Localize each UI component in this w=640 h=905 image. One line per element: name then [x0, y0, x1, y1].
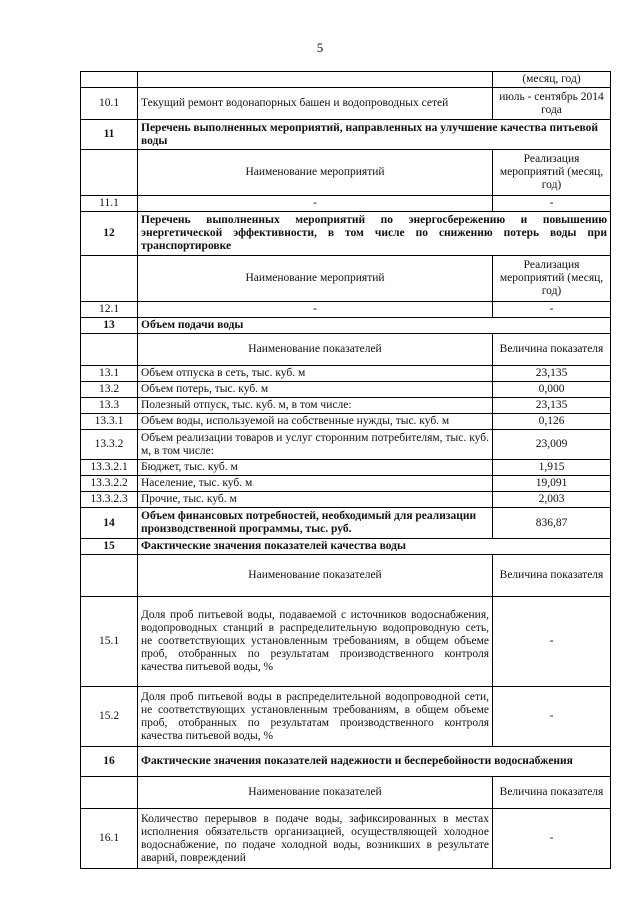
row-value: 23,009	[493, 430, 611, 460]
section-row	[81, 120, 611, 150]
row-text: Доля проб питьевой воды, подаваемой с источников водоснабжения, водопроводных станций в распределительную водопроводную сеть, не соответствующих установленным требованиям, в общем объеме проб, отобранных по результатам производственного контроля качества питьевой воды, %	[138, 597, 493, 687]
section-title: Фактические значения показателей качества воды	[138, 539, 611, 555]
value-cell: (месяц, год)	[493, 72, 611, 88]
column-header-value: Реализация мероприятий (месяц, год)	[493, 150, 611, 196]
section-title: Объем подачи воды	[138, 318, 611, 334]
table-row	[81, 398, 611, 414]
row-value: 23,135	[493, 366, 611, 382]
section-number: 15	[81, 539, 138, 555]
header-row	[81, 777, 611, 809]
header-row	[81, 256, 611, 302]
row-text: Объем реализации товаров и услуг сторонним потребителям, тыс. куб. м, в том числе:	[138, 430, 493, 460]
table-row	[81, 492, 611, 508]
section-row	[81, 539, 611, 555]
row-text: Население, тыс. куб. м	[138, 476, 493, 492]
column-header-value: Величина показателя	[493, 555, 611, 597]
table-row	[81, 687, 611, 747]
section-row	[81, 747, 611, 777]
row-value: -	[493, 302, 611, 318]
column-header-name: Наименование показателей	[138, 334, 493, 366]
table-row	[81, 414, 611, 430]
row-value: -	[493, 196, 611, 212]
column-header-value: Величина показателя	[493, 777, 611, 809]
row-text: -	[138, 196, 493, 212]
section-title: Объем финансовых потребностей, необходимый для реализации производственной программы, тыс. руб.	[138, 508, 493, 539]
table-row	[81, 476, 611, 492]
column-header-name: Наименование мероприятий	[138, 256, 493, 302]
row-value: 0,000	[493, 382, 611, 398]
table-row	[81, 72, 611, 88]
row-value: июль - сентябрь 2014 года	[493, 88, 611, 120]
row-value: 19,091	[493, 476, 611, 492]
table-row	[81, 196, 611, 212]
row-text: -	[138, 302, 493, 318]
row-value: 2,003	[493, 492, 611, 508]
row-text: Объем отпуска в сеть, тыс. куб. м	[138, 366, 493, 382]
row-text: Доля проб питьевой воды в распределительной водопроводной сети, не соответствующих установленным требованиям, в общем объеме проб, отобранных по результатам производственного контроля качества питьевой воды, %	[138, 687, 493, 747]
table-row	[81, 809, 611, 869]
row-value: -	[493, 809, 611, 869]
row-number: 13.3.2	[81, 430, 138, 460]
row-number: 12.1	[81, 302, 138, 318]
row-number: 13.3.2.1	[81, 460, 138, 476]
row-number: 16.1	[81, 809, 138, 869]
section-number: 14	[81, 508, 138, 539]
row-number: 13.2	[81, 382, 138, 398]
column-header-value: Величина показателя	[493, 334, 611, 366]
table-row	[81, 366, 611, 382]
table-row	[81, 597, 611, 687]
header-row	[81, 150, 611, 196]
row-number: 15.1	[81, 597, 138, 687]
section-title: Перечень выполненных мероприятий по энергосбережению и повышению энергетической эффективности, в том числе по снижению потерь воды при транспортировке	[138, 212, 611, 256]
row-number: 13.3	[81, 398, 138, 414]
table-row	[81, 382, 611, 398]
row-number: 13.3.2.2	[81, 476, 138, 492]
row-number: 10.1	[81, 88, 138, 120]
row-number: 15.2	[81, 687, 138, 747]
row-text: Объем воды, используемой на собственные нужды, тыс. куб. м	[138, 414, 493, 430]
row-value: 0,126	[493, 414, 611, 430]
section-row	[81, 212, 611, 256]
column-header-value: Реализация мероприятий (месяц, год)	[493, 256, 611, 302]
table-row	[81, 460, 611, 476]
row-number: 11.1	[81, 196, 138, 212]
row-text: Полезный отпуск, тыс. куб. м, в том числе:	[138, 398, 493, 414]
column-header-name: Наименование показателей	[138, 777, 493, 809]
table-row	[81, 302, 611, 318]
column-header-name: Наименование мероприятий	[138, 150, 493, 196]
row-number: 13.1	[81, 366, 138, 382]
row-value: 1,915	[493, 460, 611, 476]
row-text: Прочие, тыс. куб. м	[138, 492, 493, 508]
table-row	[81, 88, 611, 120]
page-number: 5	[316, 40, 324, 55]
header-row	[81, 334, 611, 366]
row-value: -	[493, 597, 611, 687]
section-title: Фактические значения показателей надежности и бесперебойности водоснабжения	[138, 747, 611, 777]
production-program-table	[80, 71, 611, 869]
table-row	[81, 430, 611, 460]
section-number: 16	[81, 747, 138, 777]
row-value: -	[493, 687, 611, 747]
row-text: Бюджет, тыс. куб. м	[138, 460, 493, 476]
row-text: Количество перерывов в подаче воды, зафиксированных в местах исполнения обязательств организацией, осуществляющей холодное водоснабжение, по подаче холодной воды, возникших в результате аварий, повреждений	[138, 809, 493, 869]
section-row	[81, 508, 611, 539]
row-text: Объем потерь, тыс. куб. м	[138, 382, 493, 398]
column-header-name: Наименование показателей	[138, 555, 493, 597]
row-number: 13.3.2.3	[81, 492, 138, 508]
row-text: Текущий ремонт водонапорных башен и водопроводных сетей	[138, 88, 493, 120]
header-row	[81, 555, 611, 597]
section-value: 836,87	[493, 508, 611, 539]
section-number: 12	[81, 212, 138, 256]
section-number: 13	[81, 318, 138, 334]
section-number: 11	[81, 120, 138, 150]
row-value: 23,135	[493, 398, 611, 414]
section-row	[81, 318, 611, 334]
row-number: 13.3.1	[81, 414, 138, 430]
section-title: Перечень выполненных мероприятий, направленных на улучшение качества питьевой воды	[138, 120, 611, 150]
